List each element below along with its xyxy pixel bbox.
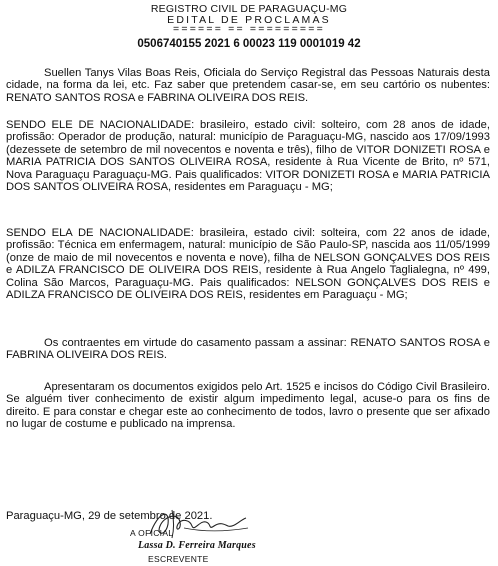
groom-paragraph: SENDO ELE DE NACIONALIDADE: brasileiro, estado civil: solteiro, com 28 anos de idade, profissão: Operador de produção, natural: município de Paraguaçu-MG, nascido aos 17/09/1993 (dezessete de setembro de mil novecentos e noventa e três), filho de VITOR DONIZETI ROSA e MARIA PATRICIA DOS SANTOS OLIVEIRA ROSA, residente à Rua Vicente de Brito, nº 571, Nova Paraguaçu Paraguaçu-MG. Pais qualificados: VITOR DONIZETI ROSA e MARIA PATRICIA DOS SANTOS OLIVEIRA ROSA, residentes em Paraguaçu - MG;: [6, 119, 490, 194]
bride-paragraph: SENDO ELA DE NACIONALIDADE: brasileira, estado civil: solteira, com 22 anos de idade, profissão: Técnica em enfermagem, natural: município de São Paulo-SP, nascida aos 11/05/1999 (onze de maio de mil novecentos e noventa e nove), filha de NELSON GONÇALVES DOS REIS e ADILZA FRANCISCO DE OLIVEIRA DOS REIS, residente à Rua Angelo Taglialegna, nº 499, Colina São Marcos, Paraguaçu-MG. Pais qualificados: NELSON GONÇALVES DOS REIS e ADILZA FRANCISCO DE OLIVEIRA DOS REIS, residentes em Paraguaçu - MG;: [6, 227, 490, 302]
signatory-role: ESCREVENTE: [148, 554, 209, 564]
intro-paragraph: Suellen Tanys Vilas Boas Reis, Oficiala do Serviço Registral das Pessoas Naturais desta cidade, na forma da lei, etc. Faz saber que pretendem casar-se, em seu cartório os nubentes: RENATO SANTOS ROSA e FABRINA OLIVEIRA DOS REIS.: [6, 67, 490, 104]
document-date: Paraguaçu-MG, 29 de setembro de 2021.: [6, 510, 213, 522]
signature-title: A OFICIAL: [130, 528, 174, 538]
signatory-name: Lassa D. Ferreira Marques: [138, 540, 256, 551]
closing-paragraph: Apresentaram os documentos exigidos pelo Art. 1525 e incisos do Código Civil Brasileiro. Se alguém tiver conhecimento de existir algum impedimento legal, acuse-o para os fins de direito. E para constar e chegar este ao conhecimento de todos, lavro o presente que ser afixado no lugar de costume e publicado na imprensa.: [6, 381, 490, 431]
title-underline: ====== == =========: [173, 23, 325, 35]
regime-paragraph: Os contraentes em virtude do casamento passam a assinar: RENATO SANTOS ROSA e FABRINA OLIVEIRA DOS REIS.: [6, 337, 490, 362]
document-header: [0, 3, 498, 51]
document-title: EDITAL DE PROCLAMAS: [167, 14, 331, 26]
registry-name: REGISTRO CIVIL DE PARAGUAÇU-MG: [150, 3, 348, 15]
signature-block: [130, 528, 370, 566]
registry-code: 0506740155 2021 6 00023 119 0001019 42: [137, 38, 361, 50]
